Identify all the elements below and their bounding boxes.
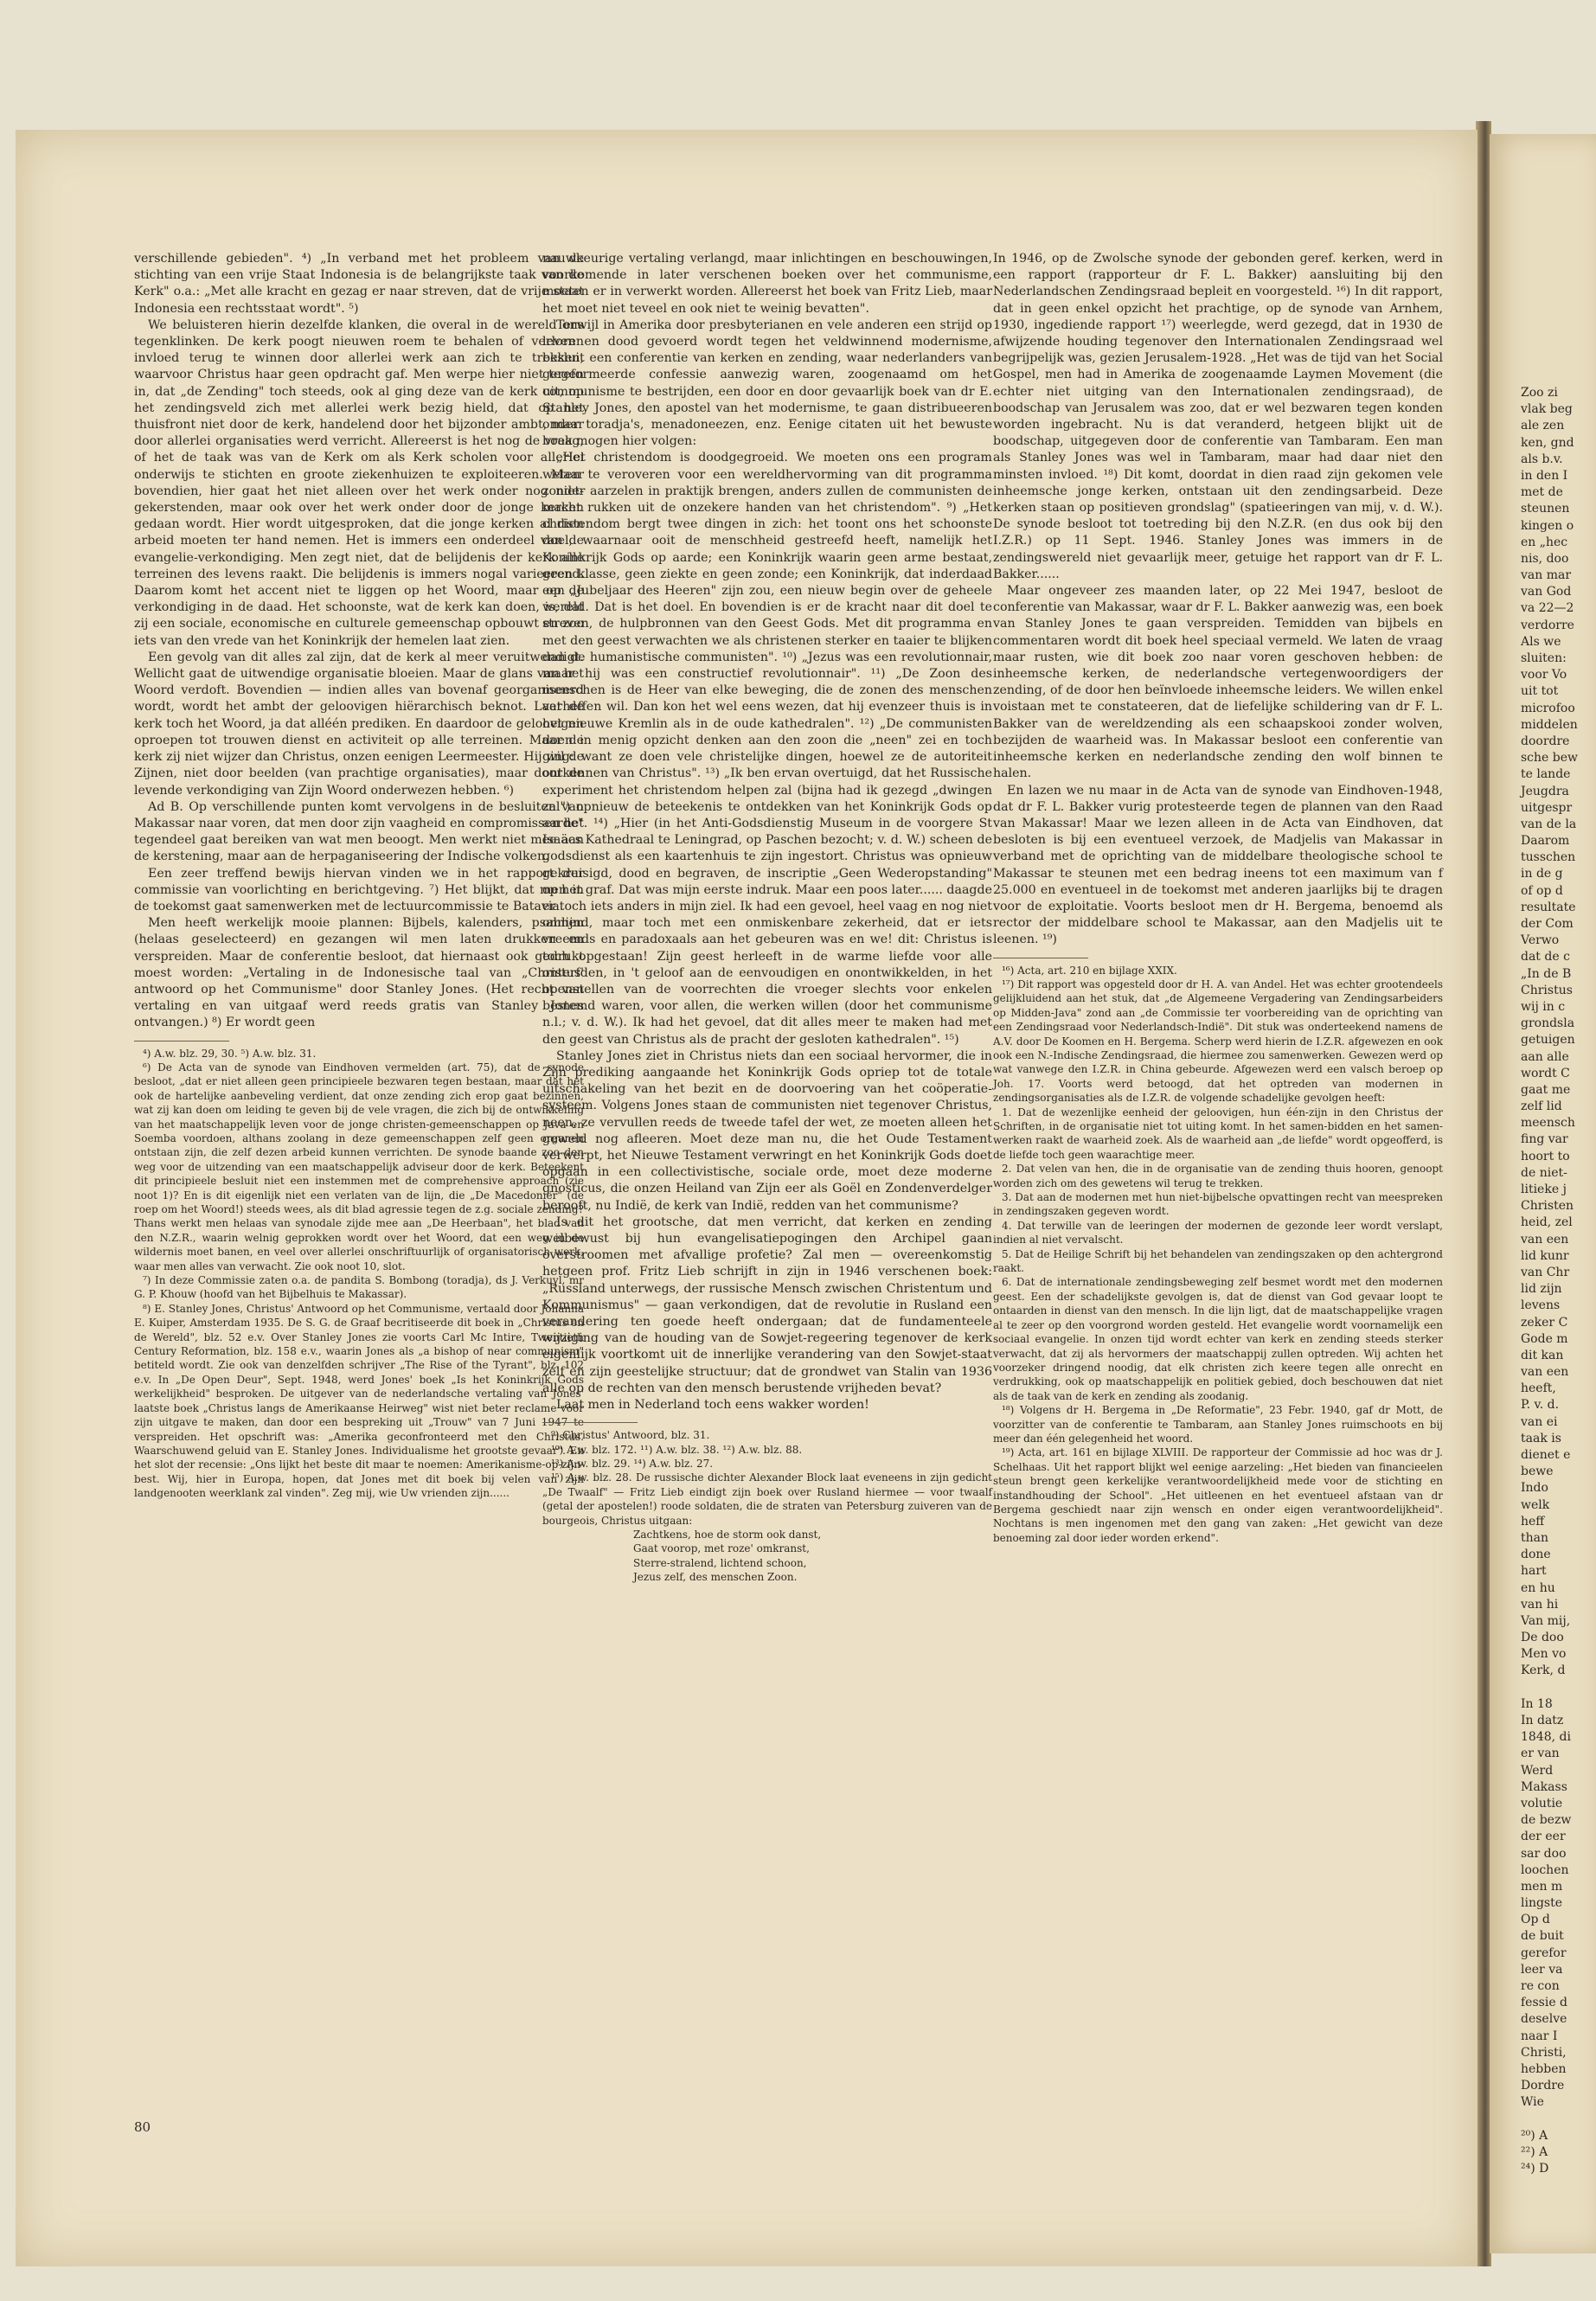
right-fragment-line: doordre	[1521, 734, 1570, 748]
right-fragment-line: Daarom	[1521, 834, 1570, 849]
footnotes	[993, 964, 1443, 1546]
right-fragment-line: ²²) A	[1521, 2144, 1548, 2159]
right-fragment-line: ²⁰) A	[1521, 2128, 1548, 2143]
column-3	[993, 251, 1443, 1545]
right-fragment-line: aan alle	[1521, 1049, 1569, 1064]
right-fragment-line: meensch	[1521, 1116, 1575, 1131]
right-fragment-line: bewe	[1521, 1465, 1554, 1479]
right-fragment-line: zeker C	[1521, 1315, 1568, 1330]
poem-line: Zachtkens, hoe de storm ook danst,	[633, 1529, 822, 1541]
right-fragment-line: met de	[1521, 485, 1563, 500]
right-fragment-line: uitgespr	[1521, 800, 1573, 815]
right-fragment-line: lid zijn	[1521, 1282, 1562, 1297]
right-fragment-line: Makass	[1521, 1779, 1567, 1794]
right-fragment-line: kingen o	[1521, 518, 1574, 533]
right-fragment-line: welk	[1521, 1497, 1550, 1512]
right-fragment-line: litieke j	[1521, 1183, 1567, 1196]
right-fragment-line: hoort to	[1521, 1149, 1570, 1163]
right-fragment-line: der eer	[1521, 1830, 1566, 1844]
right-fragment-line: van God	[1521, 585, 1572, 599]
right-fragment-line: than	[1521, 1530, 1549, 1545]
footnote: ¹³) A.w. blz. 29. ¹⁴) A.w. blz. 27.	[551, 1458, 714, 1471]
page-number: 80	[134, 2119, 151, 2135]
right-fragment-line: grondsla	[1521, 1016, 1575, 1031]
right-fragment-line: de buit	[1521, 1929, 1564, 1944]
right-page-edge	[1490, 134, 1596, 2253]
paragraph: Men heeft werkelijk mooie plannen: Bijbels, kalenders, psalmen (helaas geselecteerd) en gezangen wil men laten drukken en verspreiden. Maar de conferentie besloot, dat hiernaast ook gedrukt moest worden: „Vertaling in de Indonesische taal van „Christus' antwoord op het Communisme" door Stanley Jones. (Het recht van vertaling en van uitgaaf werd reeds gratis van Stanley Jones ontvangen.) ⁸) Er wordt geen	[134, 916, 584, 1030]
right-fragment-line: De doo	[1521, 1631, 1564, 1645]
right-fragment-line: Zoo zi	[1521, 386, 1558, 400]
right-fragment-line: Men vo	[1521, 1647, 1567, 1662]
paragraph: Een zeer treffend bewijs hiervan vinden we in het rapport der commissie van voorlichting en berichtgeving. ⁷) Het blijkt, dat men in de toekomst gaat samenwerken met de lectuurcommissie te Batavia.	[134, 866, 584, 913]
right-fragment-line: van de la	[1521, 817, 1577, 831]
right-fragment-line: volutie	[1521, 1796, 1563, 1811]
right-fragment-line: in de g	[1521, 867, 1563, 881]
right-fragment-line: de bezw	[1521, 1813, 1572, 1828]
right-fragment-line: fessie d	[1521, 1996, 1568, 2010]
right-fragment-line: sche bew	[1521, 751, 1579, 766]
paragraph: We beluisteren hierin dezelfde klanken, die overal in de wereld ons tegenklinken. De kerk poogt nieuwen roem te behalen of verloren invloed terug te winnen door allerlei werk aan zich te trekken, waarvoor Christus haar geen opdracht gaf. Men werpe hier niet tegen in, dat „de Zending" toch steeds, ook al ging deze van de kerk uit, op het zendingsveld zich met allerlei werk bezig hield, dat op het thuisfront niet door de kerk, handelend door het bijzonder ambt, maar door allerlei organisaties werd verricht. Allereerst is het nog de vraag, of het de taak was van de Kerk om als Kerk scholen voor allerlei onderwijs te stichten en groote ziekenhuizen te exploiteeren. Maar bovendien, hier gaat het niet alleen over het werk onder nog niet-gekerstenden, maar ook over het werk onder door de jonge kerken gedaan wordt. Hier wordt uitgesproken, dat die jonge kerken al dien arbeid moeten ter hand nemen. Het is immers een onderdeel van de evangelie-verkondiging. Men zegt niet, dat de belijdenis der kerk alle terreinen des levens raakt. Die belijdenis is immers nogal varieerend. Daarom komt het accent niet te liggen op het Woord, maar op de verkondiging in de daad. Het schoonste, wat de kerk kan doen, is, dat zij een sociale, economische en culturele gemeenschap opbouwt en zoo iets van den vrede van het Koninkrijk der hemelen laat zien.	[134, 317, 584, 648]
right-fragment-line: Gode m	[1521, 1331, 1568, 1346]
right-fragment-line: te lande	[1521, 767, 1571, 782]
poem-line: Sterre-stralend, lichtend schoon,	[633, 1556, 807, 1569]
right-fragment-line: ale zen	[1521, 419, 1565, 433]
footnote: ⁷) In deze Commissie zaten o.a. de pandita S. Bombong (toradja), ds J. Verkuyl, mr G. P. Khouw (hoofd van het Bijbelhuis te Makassar).	[134, 1274, 584, 1301]
right-fragment-line: hart	[1521, 1564, 1547, 1579]
footnote-divider	[542, 1422, 638, 1423]
right-fragment-line: resultate	[1521, 900, 1576, 914]
right-fragment-line: gerefor	[1521, 1945, 1567, 1960]
paragraph: verschillende gebieden". ⁴) „In verband met het probleem van de stichting van een vrije Staat Indonesia is de belangrijkste taak van de Kerk" o.a.: „Met alle kracht en gezag er naar streven, dat de vrije staat Indonesia een rechtsstaat wordt". ⁵)	[134, 252, 584, 316]
right-fragment-line: lingste	[1521, 1896, 1563, 1911]
poem-line: Jezus zelf, des menschen Zoon.	[633, 1571, 798, 1584]
right-fragment-line: fing var	[1521, 1132, 1568, 1147]
right-fragment-line: taak is	[1521, 1431, 1561, 1445]
right-fragment-line: Christus	[1521, 983, 1573, 997]
right-fragment-line: men m	[1521, 1879, 1563, 1894]
right-fragment-line: In datz	[1521, 1714, 1564, 1727]
right-fragment-line: of op d	[1521, 883, 1563, 898]
right-fragment-line: Verwo	[1521, 933, 1560, 948]
right-fragment-line: Jeugdra	[1521, 784, 1569, 798]
paragraph: En lazen we nu maar in de Acta van de synode van Eindhoven-1948, dat dr F. L. Bakker vurig protesteerde tegen de plannen van den Raad van Makassar! Maar we lezen alleen in de Acta van Eindhoven, dat besloten is bij een eventueel verzoek, de Madjelis van Makassar in verband met de oprichting van de middelbare theologische school te Makassar te steunen met een bedrag ineens tot een maximum van f 25.000 en eventueel in de toekomst met anderen jaarlijks bij te dragen voor de exploitatie. Voorts besloot men dr H. Bergema, benoemd als rector der middelbare school te Makassar, aan den Madjelis uit te leenen. ¹⁹)	[993, 783, 1443, 947]
right-fragment-line: Christi,	[1521, 2045, 1567, 2060]
footnote: ¹⁶) Acta, art. 210 en bijlage XXIX.	[1002, 964, 1177, 977]
right-fragment-line: en hu	[1521, 1580, 1555, 1595]
right-fragment-line: Werd	[1521, 1763, 1554, 1778]
right-fragment-line: der Com	[1521, 917, 1574, 931]
right-fragment-line: wij in c	[1521, 999, 1566, 1014]
right-fragment-line: getuigen	[1521, 1033, 1575, 1048]
right-fragment-line: done	[1521, 1548, 1551, 1562]
footnote: ¹⁸) Volgens dr H. Bergema in „De Reformatie", 23 Febr. 1940, gaf dr Mott, de voorzitter van de conferentie te Tambaram, aan Stanley Jones ruimschoots en bij meer dan één gelegenheid het woord.	[993, 1404, 1443, 1445]
right-fragment-line: uit tot	[1521, 684, 1559, 699]
right-fragment-line: Wie	[1521, 2095, 1544, 2110]
paragraph: Een gevolg van dit alles zal zijn, dat de kerk al meer veruitwendigt. Wellicht gaat de uitwendige organisatie bloeien. Maar de glans van het Woord verdoft. Bovendien — indien alles van bovenaf georganiseerd wordt, wordt het ambt der geloovigen hiërarchisch beknot. Laat de kerk toch het Woord, ja dat alléén prediken. En daardoor de geloovigen oproepen tot trouwen dienst en activiteit op alle terreinen. Maar de kerk zij niet wijzer dan Christus, onzen eenigen Leermeester. Hij wil de Zijnen, niet door beelden (van prachtige organisaties), maar door de levende verkondiging van Zijn Woord onderwezen hebben. ⁶)	[134, 650, 584, 798]
right-fragment-line	[1521, 2112, 1596, 2128]
right-fragment-line: verdorre	[1521, 618, 1574, 632]
right-fragment-line: Kerk, d	[1521, 1663, 1566, 1678]
right-fragment-line: dienet e	[1521, 1448, 1571, 1462]
column-2	[542, 251, 992, 1585]
footnote: 5. Dat de Heilige Schrift bij het behandelen van zendingszaken op den achtergrond raakt.	[993, 1247, 1443, 1275]
right-fragment-line: sar doo	[1521, 1846, 1567, 1861]
footnote: ¹⁰) A.w. blz. 172. ¹¹) A.w. blz. 38. ¹²) A.w. blz. 88.	[551, 1443, 803, 1456]
paragraph: Ad B. Op verschillende punten komt vervolgens in de besluiten van Makassar naar voren, dat men door zijn vaagheid en compromissen het tegendeel gaat bereiken van wat men beoogt. Men werkt niet mee aan de kerstening, maar aan de herpaganiseering der Indische volken.	[134, 799, 584, 864]
right-fragment-line: middelen	[1521, 717, 1578, 732]
footnote: ¹⁹) Acta, art. 161 en bijlage XLVIII. De rapporteur der Commissie ad hoc was dr J. Schelhaas. Uit het rapport blijkt wel eenige aarzeling: „Het bieden van financieelen steun brengt geen kerkelijke verantwoordelijkheid mede voor de stichting en instandhouding der School". „Het uitleenen en het eventueel afstaan van dr Bergema geschiedt naar zijn wensch en onder eigen verantwoordelijkheid". Nochtans is men ingenomen met den gang van zaken: „Het gewicht van deze benoeming zal door ieder worden erkend".	[993, 1446, 1443, 1544]
paragraph: In 1946, op de Zwolsche synode der gebonden geref. kerken, werd in een rapport (rapporteur dr F. L. Bakker) aansluiting bij den Nederlandschen Zendingsraad bepleit en voorgesteld. ¹⁶) In dit rapport, dat in geen enkel opzicht het prachtige, op de synode van Arnhem, 1930, ingediende rapport ¹⁷) weerlegde, werd gezegd, dat in 1930 de afwijzende houding tegenover den Internationalen Zendingsraad wel begrijpelijk was, gezien Jerusalem-1928. „Het was de tijd van het Social Gospel, men had in Amerika de zoogenaamde Laymen Movement (die echter niet uitging van den Internationalen zendingsraad), de boodschap van Jerusalem was zoo, dat er wel bezwaren tegen konden worden ingebracht. Nu is dat veranderd, hetgeen blijkt uit de boodschap, uitgegeven door de conferentie van Tambaram. Een man als Stanley Jones was wel in Tambaram, maar had daar niet den minsten invloed. ¹⁸) Dit komt, doordat in dien raad zijn gekomen vele inheemsche jonge kerken, ontstaan uit den zendingsarbeid. Deze kerken staan op positieven grondslag" (spatieeringen van mij, v. d. W.). De synode besloot tot toetreding bij den N.Z.R. (en dus ook bij den I.Z.R.) op 11 Sept. 1946. Stanley Jones was immers in de zendingswereld niet gevaarlijk meer, getuige het rapport van dr F. L. Bakker......	[993, 252, 1443, 581]
right-fragment-line: van een	[1521, 1232, 1569, 1247]
right-fragment-line: ²⁴) D	[1521, 2162, 1549, 2176]
right-fragment-line: in den I	[1521, 468, 1568, 483]
footnote: 1. Dat de wezenlijke eenheid der geloovigen, hun één-zijn in den Christus der Schriften, in de organisatie niet tot uiting komt. In het samen-bidden en het samen-werken raakt de waarheid zoek. Als de waarheid aan „de liefde" wordt opgeofferd, is de liefde toch geen waarachtige meer.	[993, 1106, 1443, 1161]
right-fragment-line: „In de B	[1521, 966, 1572, 981]
right-fragment-line: heff	[1521, 1514, 1545, 1529]
footnote: 3. Dat aan de modernen met hun niet-bijbelsche opvattingen recht van meespreken in zendingszaken gegeven wordt.	[993, 1191, 1443, 1218]
right-fragment-line: dat de c	[1521, 950, 1570, 965]
right-fragment-line: van Chr	[1521, 1265, 1570, 1279]
footnote: ¹⁷) Dit rapport was opgesteld door dr H. A. van Andel. Het was echter grootendeels gelijkluidend aan het stuk, dat „de Algemeene Vergadering van Zendingsarbeiders op Midden-Java" zond aan „de Commissie ter voorbereiding van de oprichting van een Zendingsraad voor Nederlandsch-Indië". Dit stuk was onderteekend namens de A.V. door De Koomen en H. Bergema. Scherp werd hierin de I.Z.R. afgewezen en ook ook een N.-Indische Zendingsraad, die hiermee zou samenwerken. Gewezen werd op wat vanwege den I.Z.R. in China gebeurde. Afgewezen werd een valsch beroep op Joh. 17. Voorts werd betoogd, dat het optreden van modernen in zendingsorganisaties als de I.Z.R. de volgende schadelijke gevolgen heeft:	[993, 977, 1443, 1105]
footnote: 6. Dat de internationale zendingsbeweging zelf besmet wordt met den modernen geest. Een der schadelijkste gevolgen is, dat de dienst van God gevaar loopt te ontaarden in dienst van den mensch. In die lijn ligt, dat de maatschappelijke vragen al te zeer op den voorgrond worden gesteld. Het evangelie wordt voornamelijk een sociaal evangelie. In onzen tijd wordt echter van kerk en zending steeds sterker verwacht, dat zij als hervormers der maatschappij zullen optreden. Wij achten het voorzeker dringend noodig, dat elk christen zich keere tegen alle onrecht en verdrukking, ook op maatschappelijk en politiek gebied, doch beschouwen dat niet als de taak van de kerk en zending als zoodanig.	[993, 1276, 1443, 1402]
poem-line: Gaat voorop, met roze' omkranst,	[633, 1542, 810, 1555]
right-fragment-line: gaat me	[1521, 1082, 1571, 1097]
right-fragment-line: van mar	[1521, 568, 1572, 583]
footnote: ⁴) A.w. blz. 29, 30. ⁵) A.w. blz. 31.	[143, 1047, 317, 1060]
right-fragment-line: van ei	[1521, 1414, 1558, 1429]
paragraph: „Het christendom is doodgegroeid. We moeten ons een program weten te veroveren voor een wereldhervorming van dit programma zonder aarzelen in praktijk brengen, anders zullen de communisten de macht rukken uit de onzekere handen van het christendom". ⁹) „Het christendom bergt twee dingen in zich: het toont ons het schoonste doel, waarnaar ooit de menschheid gestreefd heeft, namelijk het Koninkrijk Gods op aarde; een Koninkrijk waarin geen arme bestaat, geen klasse, geen ziekte en geen zonde; een Koninkrijk, dat inderdaad een „Jubeljaar des Heeren" zijn zou, een nieuw begin over de geheele wereld. Dat is het doel. En bovendien is er de kracht naar dit doel te streven, de hulpbronnen van den Geest Gods. Met dit programma en met den geest verwachten we als christenen sterker en taaier te blijken dan de humanistische communisten". ¹⁰) „Jezus was een revolutionnair, maar hij was een constructief revolutionnair". ¹¹) „De Zoon des menschen is de Heer van elke beweging, die de zonen des menschen verheffen wil. Dan kon het wel eens wezen, dat hij evenzeer thuis is in het nieuwe Kremlin als in de oude kathedralen". ¹²) „De communisten doen in menig opzicht denken aan den zoon die „neen" zei en toch ging: want ze doen vele christelijke dingen, hoewel ze de autoriteit ontkennen van Christus". ¹³) „Ik ben ervan overtuigd, dat het Russische experiment het christendom helpen zal (bijna had ik gezegd „dwingen zal") opnieuw de beteekenis te ontdekken van het Koninkrijk Gods op aarde". ¹⁴) „Hier (in het Anti-Godsdienstig Museum in de voorgere St Isaäcs Kathedraal te Leningrad, op Paschen bezocht; v. d. W.) scheen de godsdienst als een kaartenhuis te zijn ingestort. Christus was opnieuw gekruisigd, dood en begraven, de inscriptie „Geen Wederopstanding" op het graf. Dat was mijn eerste indruk. Maar een poos later...... daagde er toch iets anders in mijn ziel. Ik had een gevoel, heel vaag en nog niet omlijnd, maar toch met een onmiskenbare zekerheid, dat er iets vreemds en paradoxaals aan het gebeuren was en we! dit: Christus is toch opgestaan! Zijn geest herleeft in de warme liefde voor alle onterfden, in 't geloof aan de eenvoudigen en onontwikkelden, in het openstellen van de voorrechten die vroeger slechts voor enkelen bestemd waren, voor allen, die werken willen (door het communisme n.l.; v. d. W.). Ik had het gevoel, dat dit alles meer te maken had met den geest van Christus als de pracht der gesloten kathedralen". ¹⁵)	[542, 451, 992, 1047]
right-fragment-line	[1521, 1680, 1596, 1696]
right-fragment-line: steunen	[1521, 502, 1570, 516]
right-fragment-line: er van	[1521, 1747, 1560, 1761]
paragraph: Terwijl in Amerika door presbyterianen en vele anderen een strijd op leven en dood gevoerd wordt tegen het veldwinnend modernisme, besluit een conferentie van kerken en zending, waar nederlanders van gereformeerde confessie aanwezig waren, zoogenaamd om het communisme te bestrijden, een door en door gevaarlijk boek van dr E. Stanley Jones, den apostel van het modernisme, te gaan distribueeren onder toradja's, menadoneezen, enz. Eenige citaten uit het bewuste boek mogen hier volgen:	[542, 317, 992, 449]
footnote: ¹⁵) A.w. blz. 28. De russische dichter Alexander Block laat eveneens in zijn gedicht „De Twaalf" — Fritz Lieb eindigt zijn boek over Rusland hiermee — voor twaalf (getal der apostelen!) roode soldaten, die de straten van Petersburg zuiveren van de bourgeois, Christus uitgaan:	[542, 1471, 992, 1527]
paragraph: nauwkeurige vertaling verlangd, maar inlichtingen en beschouwingen, voorkomende in later verschenen boeken over het communisme, moeten er in verwerkt worden. Allereerst het boek van Fritz Lieb, maar het moet niet teveel en ook niet te weinig bevatten".	[542, 252, 992, 316]
footnote: ⁸) E. Stanley Jones, Christus' Antwoord op het Communisme, vertaald door Johanna E. Kuiper, Amsterdam 1935. De S. G. de Graaf becritiseerde dit boek in „Christus en de Wereld", blz. 52 e.v. Over Stanley Jones zie voorts Carl Mc Intire, Twentieth Century Reformation, blz. 158 e.v., waarin Jones als „a bishop of near communism" betiteld wordt. Zie ook van denzelfden schrijver „The Rise of the Tyrant", blz. 102 e.v. In „De Open Deur", Sept. 1948, werd Jones' boek „Is het Koninkrijk Gods werkelijkheid" besproken. De uitgever van de nederlandsche vertaling van Jones' laatste boek „Christus langs de Amerikaanse Heirweg" wist niet beter reclame voor zijn uitgave te maken, dan door een bespreking uit „Trouw" van 7 Juni 1947 te verspreiden. Het opschrift was: „Amerika geconfronteerd met den Christus. Waarschuwend geluid van E. Stanley Jones. Individualisme het grootste gevaar". En het slot der recensie: „Ons lijkt het beste dit maar te noemen: Amerikanisme-op-zijn-best. Wij, hier in Europa, hopen, dat Jones met dit boek bij velen van zijn landgenooten weerklank zal vinden". Zeg mij, wie Uw vrienden zijn......	[134, 1302, 584, 1500]
footnote: ⁶) De Acta van de synode van Eindhoven vermelden (art. 75), dat de synode besloot, „dat er niet alleen geen principieele bezwaren tegen bestaan, maar dat het ook de hartelijke aanbeveling verdient, dat onze zending zich erop gaat bezinnen, wat zij kan doen om leiding te geven bij de vele vragen, die zich bij de ontwikkeling van het maatschappelijk leven voor de jonge christen-gemeenschappen op Java en Soemba voordoen, althans zoolang in deze gemeenschappen zelf geen organen ontstaan zijn, die zelf dezen arbeid kunnen verrichten. De synode baande zoo den weg voor de uitzending van een maatschappelijk adviseur door de kerk. Beteekent dit principieele besluit niet een instemmen met de comprehensive approach (zie noot 1)? En is dit eigenlijk niet een verlaten van de lijn, die „De Macedoniër" (de roep om het Woord!) steeds wees, als dit blad agressie tegen de z.g. sociale zending? Thans werkt men helaas van synodale zijde mee aan „De Heerbaan", het blad van den N.Z.R., waarin welnig geprokken wordt over het Woord, dat een weg in de wildernis moet banen, en veel over allerlei onschriftuurlijk of organisatorisch werk, waar men alles van verwacht. Zie ook noot 10, slot.	[134, 1061, 584, 1272]
footnote: 2. Dat velen van hen, die in de organisatie van de zending thuis hooren, genoopt worden zich om des gewetens wil terug te trekken.	[993, 1163, 1443, 1189]
right-fragment-line: ken, gnd	[1521, 435, 1574, 450]
footnote-divider	[134, 1041, 229, 1042]
right-fragment-line: va 22—2	[1521, 601, 1574, 616]
right-fragment-line: In 18	[1521, 1696, 1553, 1711]
footnotes	[134, 1047, 584, 1501]
right-fragment-line: sluiten:	[1521, 651, 1567, 665]
footnote: ⁹) Christus' Antwoord, blz. 31.	[551, 1429, 710, 1442]
column-1	[134, 251, 584, 1501]
right-fragment-line: Op d	[1521, 1913, 1550, 1927]
paragraph: Is dit het grootsche, dat men verricht, dat kerken en zending welbewust bij hun evangelisatiepogingen den Archipel gaan overstroomen met afvallige profetie? Zal men — overeenkomstig hetgeen prof. Fritz Lieb schrijft in zijn in 1946 verschenen boek: „Russland unterwegs, der russische Mensch zwischen Christentum und Kommunismus" — gaan verkondigen, dat de revolutie in Rusland een verandering ten goede heeft ondergaan; dat de fundamenteele wijziging van de houding van de Sowjet-regeering tegenover de kerk eigenlijk voortkomt uit de innerlijke verandering van den Sowjet-staat zelf en zijn geestelijke structuur; dat de grondwet van Stalin van 1936 alle op de rechten van den mensch berustende vrijheden bevat?	[542, 1215, 992, 1395]
right-fragment-line: heeft,	[1521, 1381, 1556, 1396]
right-fragment-line: voor Vo	[1521, 668, 1567, 683]
paragraph: Maar ongeveer zes maanden later, op 22 Mei 1947, besloot de conferentie van Makassar, waar dr F. L. Bakker aanwezig was, een boek van Stanley Jones te gaan verspreiden. Temidden van bijbels en commentaren wordt dit boek heel speciaal vermeld. We laten de vraag maar rusten, wie dit boek zoo naar voren geschoven hebben: de inheemsche kerken, de nederlandsche vertegenwoordigers der zending, of de door hen beïnvloede inheemsche leiders. We willen enkel voistaan met te constateeren, dat de liefelijke schildering van dr F. L. Bakker van de wereldzending als een schaapskooi zonder wolven, bezijden de waarheid was. In Makassar besloot een conferentie van inheemsche kerken en nederlandsche zending den wolf binnen te halen.	[993, 584, 1443, 781]
right-page-fragments	[1490, 134, 1596, 2177]
right-fragment-line: van hi	[1521, 1597, 1559, 1612]
footnotes	[542, 1428, 992, 1584]
paragraph: Laat men in Nederland toch eens wakker worden!	[556, 1398, 869, 1413]
right-fragment-line: wordt C	[1521, 1066, 1570, 1080]
right-fragment-line: nis, doo	[1521, 551, 1569, 566]
right-fragment-line: Als we	[1521, 634, 1561, 649]
right-fragment-line: heid, zel	[1521, 1215, 1573, 1230]
right-fragment-line: vlak beg	[1521, 402, 1573, 417]
right-fragment-line: dit kan	[1521, 1348, 1564, 1362]
right-fragment-line: zelf lid	[1521, 1099, 1562, 1114]
right-fragment-line: deselve	[1521, 2012, 1567, 2027]
right-fragment-line: levens	[1521, 1298, 1561, 1313]
right-fragment-line: Dordre	[1521, 2079, 1565, 2093]
poem	[542, 1528, 992, 1585]
right-fragment-line: Van mij,	[1521, 1613, 1571, 1628]
right-fragment-line: tusschen	[1521, 850, 1576, 865]
right-fragment-line: en „hec	[1521, 535, 1568, 549]
footnote: 4. Dat terwille van de leeringen der modernen de gezonde leer wordt verslapt, indien al niet vervalscht.	[993, 1219, 1443, 1247]
right-fragment-line: leer va	[1521, 1962, 1563, 1977]
right-fragment-line: microfoo	[1521, 701, 1575, 715]
right-fragment-line: de niet-	[1521, 1165, 1567, 1180]
right-fragment-line: lid kunr	[1521, 1248, 1569, 1263]
right-fragment-line: 1848, di	[1521, 1730, 1571, 1745]
right-fragment-line: re con	[1521, 1979, 1560, 1993]
right-fragment-line: van een	[1521, 1365, 1569, 1380]
right-fragment-line: naar I	[1521, 2029, 1558, 2043]
right-fragment-line: Christen	[1521, 1199, 1574, 1214]
right-fragment-line: P. v. d.	[1521, 1398, 1560, 1413]
right-fragment-line: als b.v.	[1521, 452, 1563, 466]
right-fragment-line: Indo	[1521, 1481, 1548, 1496]
paragraph: Stanley Jones ziet in Christus niets dan een sociaal hervormer, die in Zijn prediking aangaande het Koninkrijk Gods opriep tot de totale uitschakeling van het bezit en de doorvoering van het coöperatie-systeem. Volgens Jones staan de communisten niet tegenover Christus, neen, ze vervullen reeds de tweede tafel der wet, ze moeten alleen het geweld nog afleeren. Moet deze man nu, die het Oude Testament verwerpt, het Nieuwe Testament verwringt en het Koninkrijk Gods doet opgaan in een collectivistische, sociale orde, moet deze moderne gnosticus, die onzen Heiland van Zijn eer als Goël en Zondenverdelger berooft, nu Indië, de kerk van Indië, redden van het communisme?	[542, 1048, 992, 1213]
right-fragment-line: loochen	[1521, 1862, 1569, 1877]
right-fragment-line: hebben	[1521, 2061, 1567, 2076]
